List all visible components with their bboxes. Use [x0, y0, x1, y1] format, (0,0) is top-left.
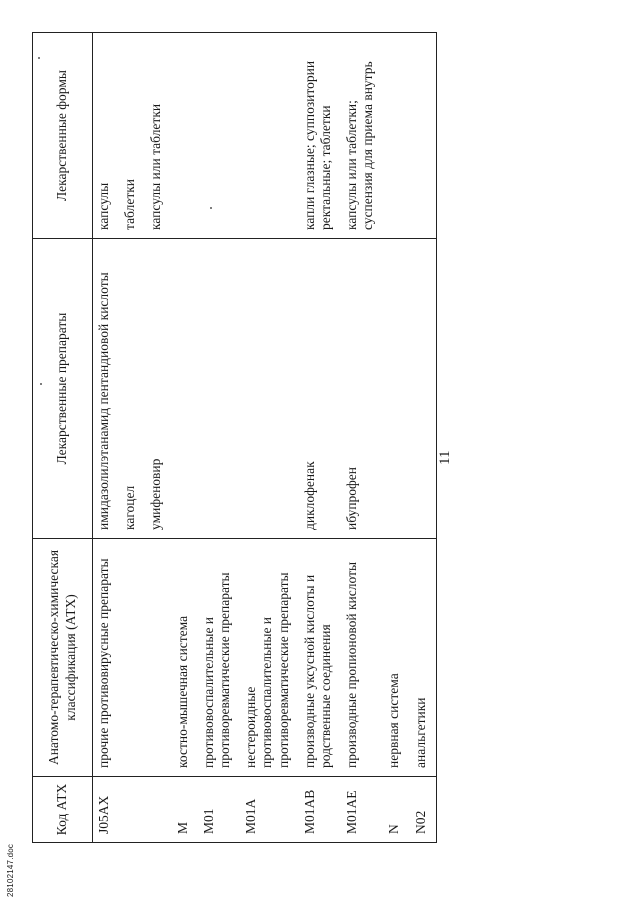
table-row	[410, 33, 437, 843]
cell-drug	[383, 239, 409, 539]
page-number: 11	[437, 450, 453, 465]
cell-atx-code: M01	[198, 777, 240, 843]
cell-classification: производные уксусной кислоты и родственные соединения	[299, 539, 341, 777]
cell-drug: кагоцел	[119, 239, 145, 539]
cell-dosage-form: капсулы или таблетки; суспензия для приема внутрь	[341, 33, 383, 239]
cell-drug	[198, 239, 240, 539]
cell-atx-code: N	[383, 777, 409, 843]
cell-atx-code: M01AB	[299, 777, 341, 843]
cell-dosage-form: капсулы или таблетки	[145, 33, 171, 239]
table-row	[145, 33, 171, 843]
header-drugs: Лекарственные препараты	[33, 239, 93, 539]
atx-drug-table	[32, 32, 437, 843]
table-header-row	[33, 33, 93, 843]
cell-dosage-form	[172, 33, 198, 239]
table-row	[172, 33, 198, 843]
table-row	[341, 33, 383, 843]
cell-classification: противовоспалительные и противоревматические препараты	[198, 539, 240, 777]
table-row	[299, 33, 341, 843]
cell-atx-code: N02	[410, 777, 437, 843]
cell-classification	[145, 539, 171, 777]
cell-drug: имидазолилэтанамид пентандиовой кислоты	[93, 239, 120, 539]
cell-drug	[240, 239, 299, 539]
table-row	[119, 33, 145, 843]
cell-dosage-form	[240, 33, 299, 239]
table-row	[93, 33, 120, 843]
header-atx-classification: Анатомо-терапевтическо-химическая классификация (АТХ)	[33, 539, 93, 777]
cell-dosage-form	[383, 33, 409, 239]
table-row	[240, 33, 299, 843]
cell-classification: костно-мышечная система	[172, 539, 198, 777]
cell-classification: нервная система	[383, 539, 409, 777]
cell-drug: умифеновир	[145, 239, 171, 539]
cell-atx-code: M	[172, 777, 198, 843]
cell-atx-code: M01A	[240, 777, 299, 843]
cell-atx-code	[145, 777, 171, 843]
cell-classification: производные пропионовой кислоты	[341, 539, 383, 777]
table-row	[383, 33, 409, 843]
cell-drug: ибупрофен	[341, 239, 383, 539]
cell-drug: диклофенак	[299, 239, 341, 539]
header-dosage-forms: Лекарственные формы	[33, 33, 93, 239]
document-filename: 28102147.doc	[6, 843, 15, 897]
cell-drug	[172, 239, 198, 539]
cell-classification: анальгетики	[410, 539, 437, 777]
cell-drug	[410, 239, 437, 539]
cell-atx-code: M01AE	[341, 777, 383, 843]
cell-classification: нестероидные противовоспалительные и противоревматические препараты	[240, 539, 299, 777]
table-row	[198, 33, 240, 843]
cell-dosage-form: капли глазные; суппозитории ректальные; таблетки	[299, 33, 341, 239]
cell-dosage-form: таблетки	[119, 33, 145, 239]
cell-dosage-form	[410, 33, 437, 239]
cell-dosage-form	[198, 33, 240, 239]
cell-atx-code: J05AX	[93, 777, 120, 843]
header-atx-code: Код АТХ	[33, 777, 93, 843]
cell-atx-code	[119, 777, 145, 843]
cell-classification	[119, 539, 145, 777]
cell-dosage-form: капсулы	[93, 33, 120, 239]
cell-classification: прочие противовирусные препараты	[93, 539, 120, 777]
